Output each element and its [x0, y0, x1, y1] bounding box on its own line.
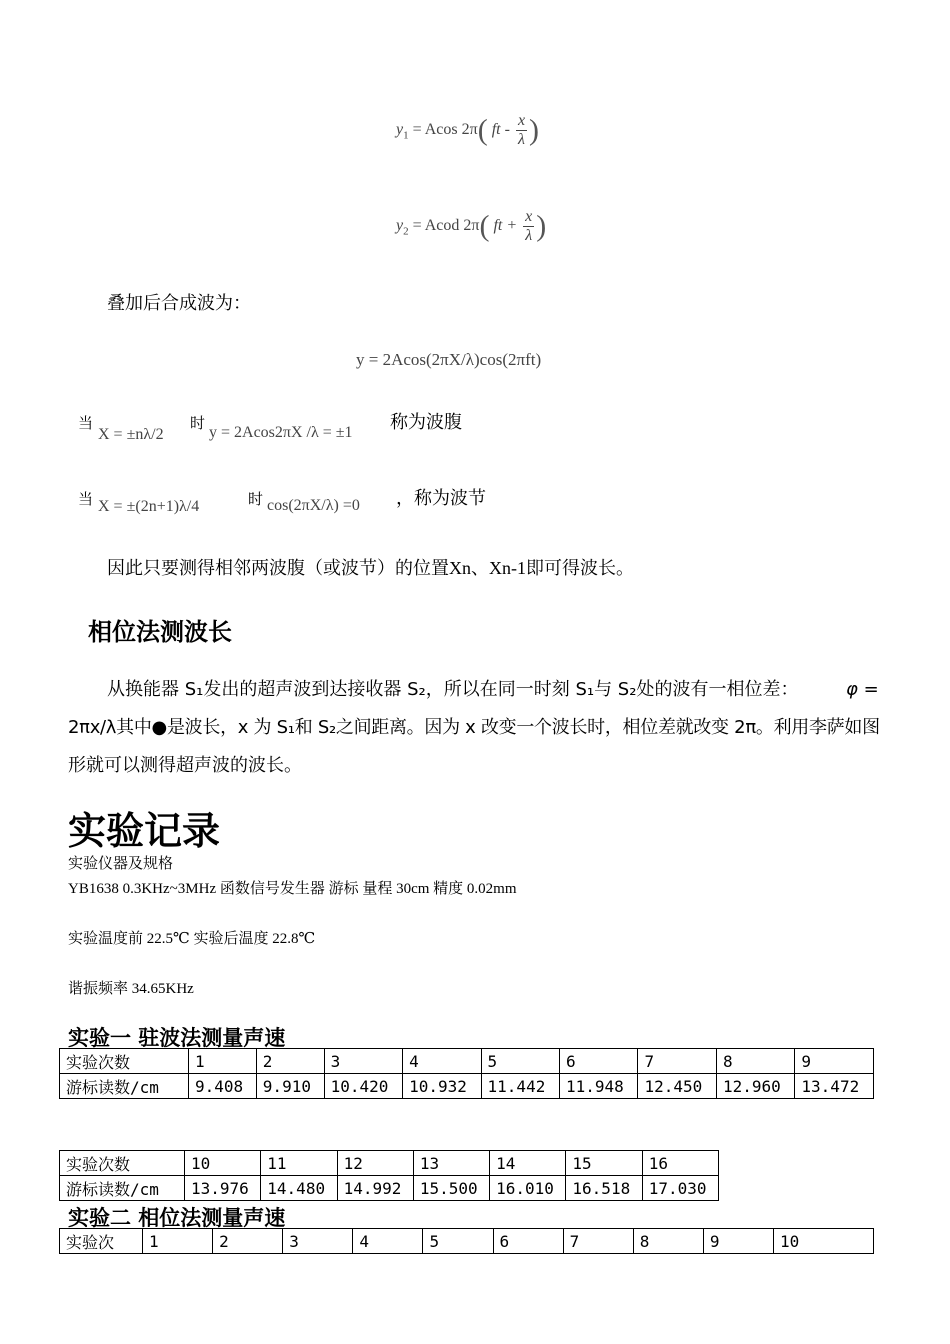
- antinode-label: 称为波腹: [390, 412, 462, 432]
- equation-sum: y = 2Acos(2πX/λ)cos(2πft): [356, 350, 542, 369]
- eq-y1-rhs: = Acos 2π: [412, 121, 478, 139]
- table-cell: 14: [490, 1151, 566, 1176]
- eq-y1-lhs: y: [396, 121, 404, 139]
- table-cell: 1: [189, 1049, 257, 1074]
- table-cell: 8: [633, 1229, 703, 1254]
- node-when: 当: [78, 492, 94, 508]
- eq-y1-fraction: [516, 112, 527, 149]
- table-cell: 15.500: [413, 1176, 489, 1201]
- node-label: ，称为波节: [396, 488, 486, 508]
- eq-y2-inner: ft +: [493, 217, 518, 235]
- eq-y1-num: x: [517, 112, 526, 129]
- eq-y2-num: x: [525, 208, 533, 225]
- table-cell: 3: [283, 1229, 353, 1254]
- table-cell: 5: [423, 1229, 493, 1254]
- table-cell: 11: [261, 1151, 337, 1176]
- eq-y1-inner: ft -: [491, 121, 510, 139]
- phase-paragraph-line3: 形就可以测得超声波的波长。: [68, 755, 302, 776]
- table-cell: 10.932: [403, 1074, 481, 1099]
- table-cell: 15: [566, 1151, 642, 1176]
- conclusion-text: 因此只要测得相邻两波腹（或波节）的位置Xn、Xn-1即可得波长。: [107, 558, 634, 578]
- table-cell: 9.408: [189, 1074, 257, 1099]
- node-cond: X = ±(2n+1)λ/4: [98, 498, 200, 515]
- table-cell: 4: [403, 1049, 481, 1074]
- table-cell: 13: [413, 1151, 489, 1176]
- table-cell: 2: [213, 1229, 283, 1254]
- instruments-spec: YB1638 0.3KHz~3MHz 函数信号发生器 游标 量程 30cm 精度 0.02mm: [68, 881, 517, 897]
- equation-y1: [396, 112, 539, 149]
- right-paren: ): [529, 113, 540, 147]
- eq-y1-sub: 1: [403, 129, 409, 142]
- node-line: [78, 486, 558, 526]
- table-cell: 11.442: [481, 1074, 559, 1099]
- table-cell: 17.030: [642, 1176, 718, 1201]
- exp2-title: 实验二 相位法测量声速: [68, 1206, 286, 1230]
- table-cell: 9: [703, 1229, 773, 1254]
- node-then: 时: [248, 492, 264, 508]
- right-paren: ): [536, 209, 547, 243]
- table-cell: 3: [324, 1049, 402, 1074]
- table-cell: 12.960: [716, 1074, 794, 1099]
- table-row: [60, 1074, 874, 1099]
- table-cell: 16.010: [490, 1176, 566, 1201]
- left-paren: (: [477, 113, 488, 147]
- resonance-frequency: 谐振频率 34.65KHz: [68, 981, 194, 997]
- node-expr: cos(2πX/λ) =0: [267, 497, 360, 514]
- table-cell: 7: [638, 1049, 716, 1074]
- section-title-phase-method: 相位法测波长: [88, 618, 232, 646]
- phase-paragraph-line2: 2πx/λ其中●是波长，x 为 S₁和 S₂之间距离。因为 x 改变一个波长时，相位差就改变 2π。利用李萨如图: [68, 717, 880, 738]
- left-paren: (: [479, 209, 490, 243]
- antinode-expr: y = 2Acos2πX /λ = ±1: [209, 424, 353, 441]
- antinode-cond: X = ±nλ/2: [98, 426, 164, 443]
- table-cell: 10.420: [324, 1074, 402, 1099]
- table-cell: 16.518: [566, 1176, 642, 1201]
- table-row: [60, 1176, 719, 1201]
- table-cell: 11.948: [560, 1074, 638, 1099]
- table-cell: 10: [185, 1151, 261, 1176]
- table-cell: 6: [493, 1229, 563, 1254]
- eq-y2-lhs: y: [396, 217, 404, 235]
- row-label: 实验次: [60, 1229, 143, 1254]
- table-cell: 13.472: [795, 1074, 874, 1099]
- table-cell: 4: [353, 1229, 423, 1254]
- temperature-text: 实验温度前 22.5℃ 实验后温度 22.8℃: [68, 931, 316, 947]
- eq-y2-sub: 2: [403, 225, 409, 238]
- antinode-line: [78, 410, 558, 450]
- table-row: [60, 1049, 874, 1074]
- table-cell: 14.992: [337, 1176, 413, 1201]
- eq-y2-den: λ: [525, 227, 533, 244]
- table-cell: 9: [795, 1049, 874, 1074]
- antinode-then: 时: [190, 416, 206, 432]
- table-cell: 7: [563, 1229, 633, 1254]
- exp1-table-1: [59, 1048, 874, 1099]
- table-cell: 12: [337, 1151, 413, 1176]
- exp1-table-2: [59, 1150, 719, 1201]
- equation-y2: [396, 208, 546, 245]
- eq-y2-fraction: [523, 208, 534, 245]
- superposition-intro: 叠加后合成波为：: [107, 293, 251, 313]
- instruments-label: 实验仪器及规格: [68, 856, 174, 872]
- table-cell: 6: [560, 1049, 638, 1074]
- table-row: [60, 1229, 874, 1254]
- phase-paragraph-line1: [107, 671, 798, 709]
- table-cell: 2: [256, 1049, 324, 1074]
- phase-line1-end: φ =: [846, 679, 879, 700]
- eq-y1-den: λ: [518, 131, 525, 148]
- table-cell: 1: [143, 1229, 213, 1254]
- row-label: 游标读数/cm: [60, 1176, 185, 1201]
- table-cell: 16: [642, 1151, 718, 1176]
- antinode-when: 当: [78, 416, 94, 432]
- row-label: 游标读数/cm: [60, 1074, 189, 1099]
- table-row: [60, 1151, 719, 1176]
- table-cell: 5: [481, 1049, 559, 1074]
- row-label: 实验次数: [60, 1151, 185, 1176]
- eq-y2-rhs: = Acod 2π: [412, 217, 480, 235]
- phase-line1-text: 从换能器 S₁发出的超声波到达接收器 S₂，所以在同一时刻 S₁与 S₂处的波有一相位差：: [107, 679, 799, 700]
- table-cell: 13.976: [185, 1176, 261, 1201]
- exp1-title: 实验一 驻波法测量声速: [68, 1026, 286, 1050]
- record-title: 实验记录: [68, 809, 221, 853]
- table-cell: 9.910: [256, 1074, 324, 1099]
- exp2-table: [59, 1228, 874, 1254]
- table-cell: 12.450: [638, 1074, 716, 1099]
- table-cell: 14.480: [261, 1176, 337, 1201]
- row-label: 实验次数: [60, 1049, 189, 1074]
- table-cell: 8: [716, 1049, 794, 1074]
- table-cell: 10: [773, 1229, 873, 1254]
